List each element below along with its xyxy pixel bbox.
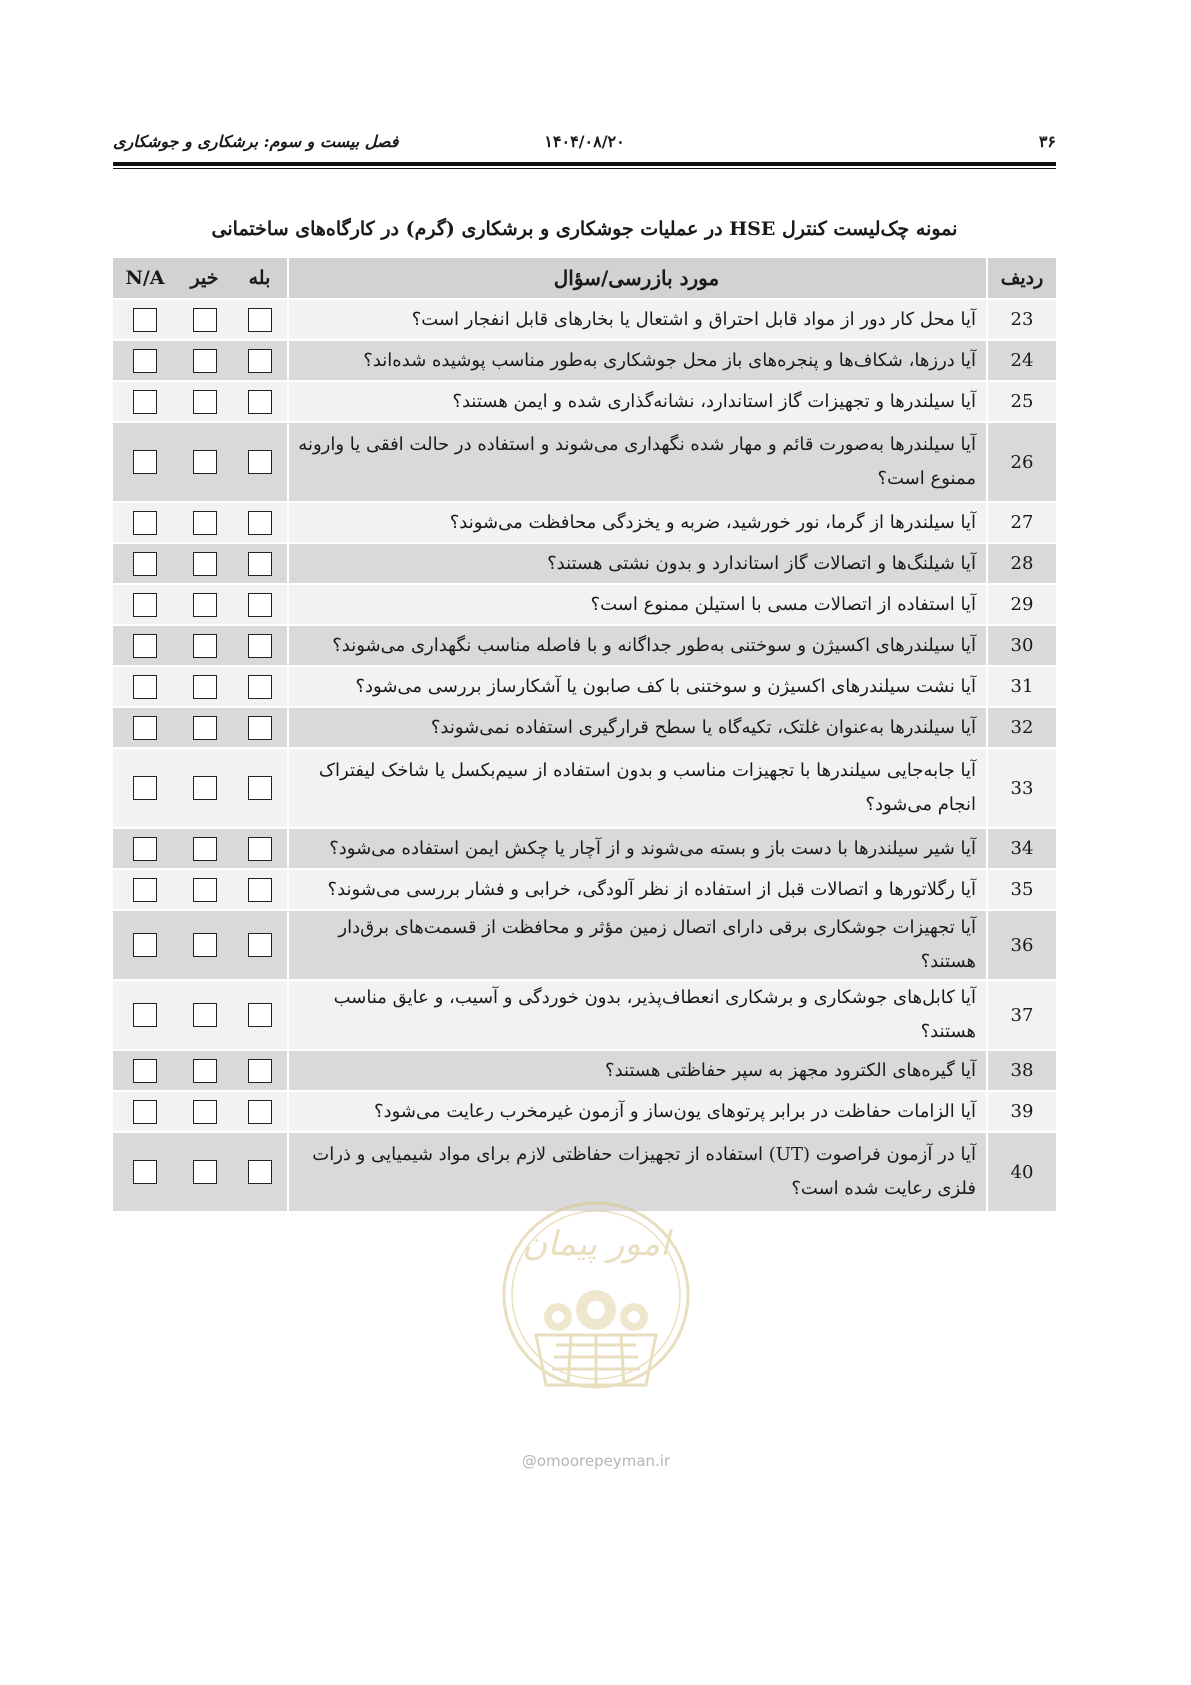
cell-na [113, 341, 177, 382]
question-text: آیا سیلندرها به‌عنوان غلتک، تکیه‌گاه یا سطح قرارگیری استفاده نمی‌شوند؟ [287, 708, 986, 749]
table-row [113, 829, 1056, 870]
cell-no [177, 981, 232, 1051]
page-number: ۳۶ [1038, 132, 1056, 151]
row-number: 36 [986, 911, 1056, 981]
checkbox-no[interactable] [193, 450, 217, 474]
cell-no [177, 1133, 232, 1213]
cell-no [177, 667, 232, 708]
row-number: 28 [986, 544, 1056, 585]
checkbox-yes[interactable] [248, 552, 272, 576]
cell-na [113, 911, 177, 981]
question-text: آیا سیلندرها به‌صورت قائم و مهار شده نگهداری می‌شوند و استفاده در حالت افقی یا وارونه ممنوع است؟ [287, 423, 986, 503]
checkbox-yes[interactable] [248, 776, 272, 800]
checkbox-no[interactable] [193, 511, 217, 535]
header-row-number: ردیف [986, 258, 1056, 300]
checkbox-yes[interactable] [248, 390, 272, 414]
checkbox-na[interactable] [133, 1003, 157, 1027]
watermark-site: @omoorepeyman.ir [521, 1452, 671, 1470]
question-text: آیا کابل‌های جوشکاری و برشکاری انعطاف‌پذیر، بدون خوردگی و آسیب، و عایق مناسب هستند؟ [287, 981, 986, 1051]
table-row [113, 300, 1056, 341]
table-row [113, 1051, 1056, 1092]
row-number: 29 [986, 585, 1056, 626]
row-number: 30 [986, 626, 1056, 667]
cell-no [177, 544, 232, 585]
checkbox-na[interactable] [133, 933, 157, 957]
table-row [113, 981, 1056, 1051]
cell-yes [232, 870, 287, 911]
table-row [113, 544, 1056, 585]
table-row [113, 1092, 1056, 1133]
checkbox-na[interactable] [133, 349, 157, 373]
cell-yes [232, 503, 287, 544]
cell-na [113, 1051, 177, 1092]
checkbox-na[interactable] [133, 1100, 157, 1124]
question-text: آیا نشت سیلندرهای اکسیژن و سوختنی با کف صابون یا آشکارساز بررسی می‌شود؟ [287, 667, 986, 708]
row-number: 39 [986, 1092, 1056, 1133]
checkbox-na[interactable] [133, 593, 157, 617]
table-row [113, 423, 1056, 503]
cell-no [177, 300, 232, 341]
checkbox-no[interactable] [193, 349, 217, 373]
checkbox-yes[interactable] [248, 1059, 272, 1083]
cell-no [177, 749, 232, 829]
cell-no [177, 829, 232, 870]
question-text: آیا سیلندرها از گرما، نور خورشید، ضربه و یخزدگی محافظت می‌شوند؟ [287, 503, 986, 544]
row-number: 24 [986, 341, 1056, 382]
table-row [113, 585, 1056, 626]
checkbox-yes[interactable] [248, 933, 272, 957]
cell-yes [232, 423, 287, 503]
checkbox-no[interactable] [193, 878, 217, 902]
row-number: 37 [986, 981, 1056, 1051]
cell-na [113, 981, 177, 1051]
checkbox-no[interactable] [193, 390, 217, 414]
cell-na [113, 544, 177, 585]
cell-no [177, 503, 232, 544]
cell-na [113, 585, 177, 626]
table-header-row [113, 258, 1056, 300]
checklist-table [113, 258, 1056, 1213]
checkbox-na[interactable] [133, 675, 157, 699]
checkbox-no[interactable] [193, 716, 217, 740]
cell-na [113, 708, 177, 749]
cell-na [113, 382, 177, 423]
checkbox-yes[interactable] [248, 308, 272, 332]
cell-yes [232, 708, 287, 749]
cell-yes [232, 300, 287, 341]
checkbox-no[interactable] [193, 776, 217, 800]
cell-na [113, 1133, 177, 1213]
cell-na [113, 626, 177, 667]
question-text: آیا استفاده از اتصالات مسی با استیلن ممنوع است؟ [287, 585, 986, 626]
table-row [113, 911, 1056, 981]
cell-no [177, 423, 232, 503]
table-row [113, 749, 1056, 829]
checkbox-na[interactable] [133, 511, 157, 535]
checkbox-no[interactable] [193, 552, 217, 576]
checkbox-no[interactable] [193, 593, 217, 617]
checkbox-no[interactable] [193, 1100, 217, 1124]
cell-yes [232, 829, 287, 870]
cell-yes [232, 911, 287, 981]
checkbox-na[interactable] [133, 776, 157, 800]
cell-na [113, 300, 177, 341]
cell-na [113, 829, 177, 870]
cell-no [177, 585, 232, 626]
header-yes: بله [232, 258, 287, 300]
row-number: 38 [986, 1051, 1056, 1092]
checkbox-yes[interactable] [248, 450, 272, 474]
checkbox-no[interactable] [193, 933, 217, 957]
watermark-logo-text: امور پیمان [522, 1224, 670, 1264]
row-number: 23 [986, 300, 1056, 341]
checkbox-no[interactable] [193, 1059, 217, 1083]
omoorepeyman-logo [496, 1185, 696, 1445]
cell-no [177, 1092, 232, 1133]
cell-na [113, 1092, 177, 1133]
header-rule-thin [113, 168, 1056, 169]
table-row [113, 503, 1056, 544]
checkbox-na[interactable] [133, 552, 157, 576]
checklist-title: نمونه چک‌لیست کنترل HSE در عملیات جوشکاری و برشکاری (گرم) در کارگاه‌های ساختمانی [211, 218, 958, 240]
question-text: آیا گیره‌های الکترود مجهز به سپر حفاظتی هستند؟ [287, 1051, 986, 1092]
cell-no [177, 708, 232, 749]
checkbox-yes[interactable] [248, 1003, 272, 1027]
cell-yes [232, 981, 287, 1051]
cell-na [113, 749, 177, 829]
row-number: 27 [986, 503, 1056, 544]
table-row [113, 626, 1056, 667]
header-na: N/A [113, 258, 177, 300]
checkbox-no[interactable] [193, 675, 217, 699]
question-text: آیا شیلنگ‌ها و اتصالات گاز استاندارد و بدون نشتی هستند؟ [287, 544, 986, 585]
table-row [113, 382, 1056, 423]
question-text: آیا جابه‌جایی سیلندرها با تجهیزات مناسب و بدون استفاده از سیم‌بکسل یا شاخک لیفتراک انجام می‌شود؟ [287, 749, 986, 829]
checkbox-na[interactable] [133, 634, 157, 658]
table-row [113, 341, 1056, 382]
row-number: 25 [986, 382, 1056, 423]
cell-yes [232, 585, 287, 626]
table-row [113, 870, 1056, 911]
checkbox-na[interactable] [133, 308, 157, 332]
checkbox-na[interactable] [133, 837, 157, 861]
row-number: 34 [986, 829, 1056, 870]
cell-yes [232, 667, 287, 708]
row-number: 31 [986, 667, 1056, 708]
checkbox-yes[interactable] [248, 878, 272, 902]
checkbox-na[interactable] [133, 390, 157, 414]
checkbox-yes[interactable] [248, 593, 272, 617]
checkbox-na[interactable] [133, 878, 157, 902]
checkbox-no[interactable] [193, 837, 217, 861]
checkbox-na[interactable] [133, 1160, 157, 1184]
table-row [113, 708, 1056, 749]
cell-no [177, 911, 232, 981]
question-text: آیا الزامات حفاظت در برابر پرتوهای یون‌ساز و آزمون غیرمخرب رعایت می‌شود؟ [287, 1092, 986, 1133]
checkbox-yes[interactable] [248, 837, 272, 861]
question-text: آیا رگلاتورها و اتصالات قبل از استفاده از نظر آلودگی، خرابی و فشار بررسی می‌شوند؟ [287, 870, 986, 911]
header-question: مورد بازرسی/سؤال [287, 258, 986, 300]
cell-yes [232, 749, 287, 829]
checkbox-yes[interactable] [248, 716, 272, 740]
cell-yes [232, 1133, 287, 1213]
header-date: ۱۴۰۴/۰۸/۲۰ [544, 132, 625, 151]
question-text: آیا در آزمون فراصوت (UT) استفاده از تجهیزات حفاظتی لازم برای مواد شیمیایی و ذرات فلزی رعایت شده است؟ [287, 1133, 986, 1213]
checkbox-na[interactable] [133, 716, 157, 740]
cell-na [113, 667, 177, 708]
cell-yes [232, 341, 287, 382]
cell-yes [232, 544, 287, 585]
question-text: آیا درزها، شکاف‌ها و پنجره‌های باز محل جوشکاری به‌طور مناسب پوشیده شده‌اند؟ [287, 341, 986, 382]
row-number: 32 [986, 708, 1056, 749]
cell-no [177, 341, 232, 382]
cell-no [177, 382, 232, 423]
checkbox-yes[interactable] [248, 1160, 272, 1184]
checkbox-no[interactable] [193, 1003, 217, 1027]
checkbox-no[interactable] [193, 308, 217, 332]
question-text: آیا شیر سیلندرها با دست باز و بسته می‌شوند و از آچار یا چکش ایمن استفاده می‌شود؟ [287, 829, 986, 870]
cell-yes [232, 382, 287, 423]
row-number: 40 [986, 1133, 1056, 1213]
checkbox-yes[interactable] [248, 511, 272, 535]
checkbox-no[interactable] [193, 634, 217, 658]
page-header [113, 128, 1056, 156]
cell-na [113, 423, 177, 503]
cell-no [177, 626, 232, 667]
row-number: 35 [986, 870, 1056, 911]
cell-no [177, 870, 232, 911]
cell-na [113, 503, 177, 544]
checkbox-no[interactable] [193, 1160, 217, 1184]
row-number: 33 [986, 749, 1056, 829]
header-no: خیر [177, 258, 232, 300]
cell-yes [232, 1051, 287, 1092]
question-text: آیا محل کار دور از مواد قابل احتراق و اشتعال یا بخارهای قابل انفجار است؟ [287, 300, 986, 341]
question-text: آیا سیلندرها و تجهیزات گاز استاندارد، نشانه‌گذاری شده و ایمن هستند؟ [287, 382, 986, 423]
question-text: آیا سیلندرهای اکسیژن و سوختنی به‌طور جداگانه و با فاصله مناسب نگهداری می‌شوند؟ [287, 626, 986, 667]
cell-no [177, 1051, 232, 1092]
header-rule [113, 162, 1056, 166]
table-row [113, 667, 1056, 708]
cell-na [113, 870, 177, 911]
checkbox-na[interactable] [133, 450, 157, 474]
checkbox-yes[interactable] [248, 634, 272, 658]
checkbox-yes[interactable] [248, 1100, 272, 1124]
chapter-title: فصل بیست و سوم: برشکاری و جوشکاری [113, 132, 399, 151]
cell-yes [232, 1092, 287, 1133]
row-number: 26 [986, 423, 1056, 503]
cell-yes [232, 626, 287, 667]
checkbox-yes[interactable] [248, 675, 272, 699]
checkbox-yes[interactable] [248, 349, 272, 373]
question-text: آیا تجهیزات جوشکاری برقی دارای اتصال زمین مؤثر و محافظت از قسمت‌های برق‌دار هستند؟ [287, 911, 986, 981]
checkbox-na[interactable] [133, 1059, 157, 1083]
